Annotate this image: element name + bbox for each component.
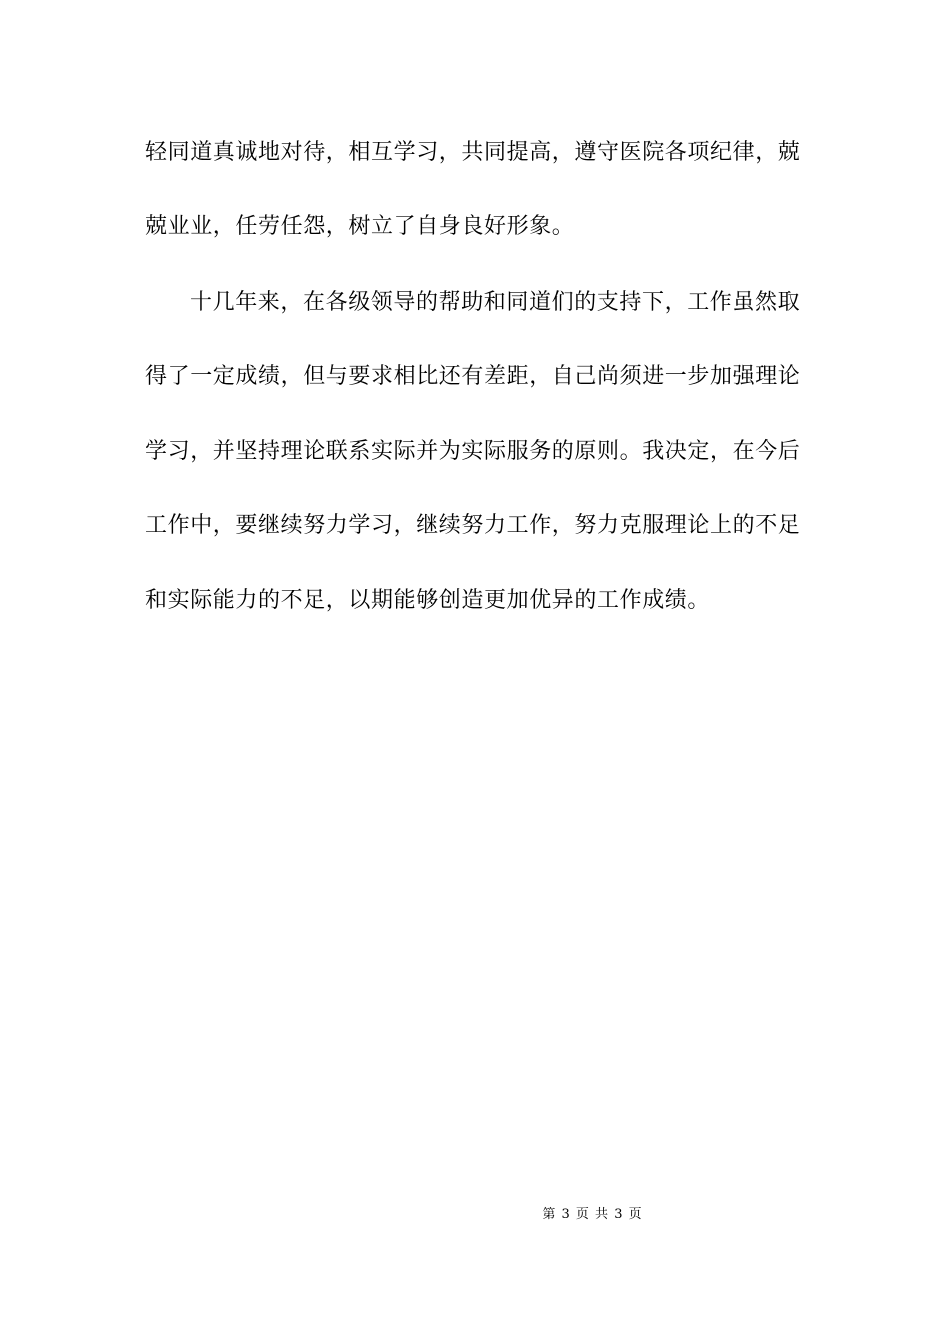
body-text-line: 和实际能力的不足，以期能够创造更加优异的工作成绩。 — [145, 588, 711, 613]
body-text-line: 工作中，要继续努力学习，继续努力工作，努力克服理论上的不足 — [145, 513, 801, 538]
body-text-line: 轻同道真诚地对待，相互学习，共同提高，遵守医院各项纪律，兢 — [145, 140, 801, 165]
body-text-line: 兢业业，任劳任怨，树立了自身良好形象。 — [145, 214, 575, 239]
page-number-footer: 第 3 页 共 3 页 — [542, 1207, 643, 1222]
body-text-line: 得了一定成绩，但与要求相比还有差距，自己尚须进一步加强理论 — [145, 364, 801, 389]
body-text-line: 学习，并坚持理论联系实际并为实际服务的原则。我决定，在今后 — [145, 439, 801, 464]
paragraph-first-line: 十几年来，在各级领导的帮助和同道们的支持下，工作虽然取 — [190, 290, 801, 315]
